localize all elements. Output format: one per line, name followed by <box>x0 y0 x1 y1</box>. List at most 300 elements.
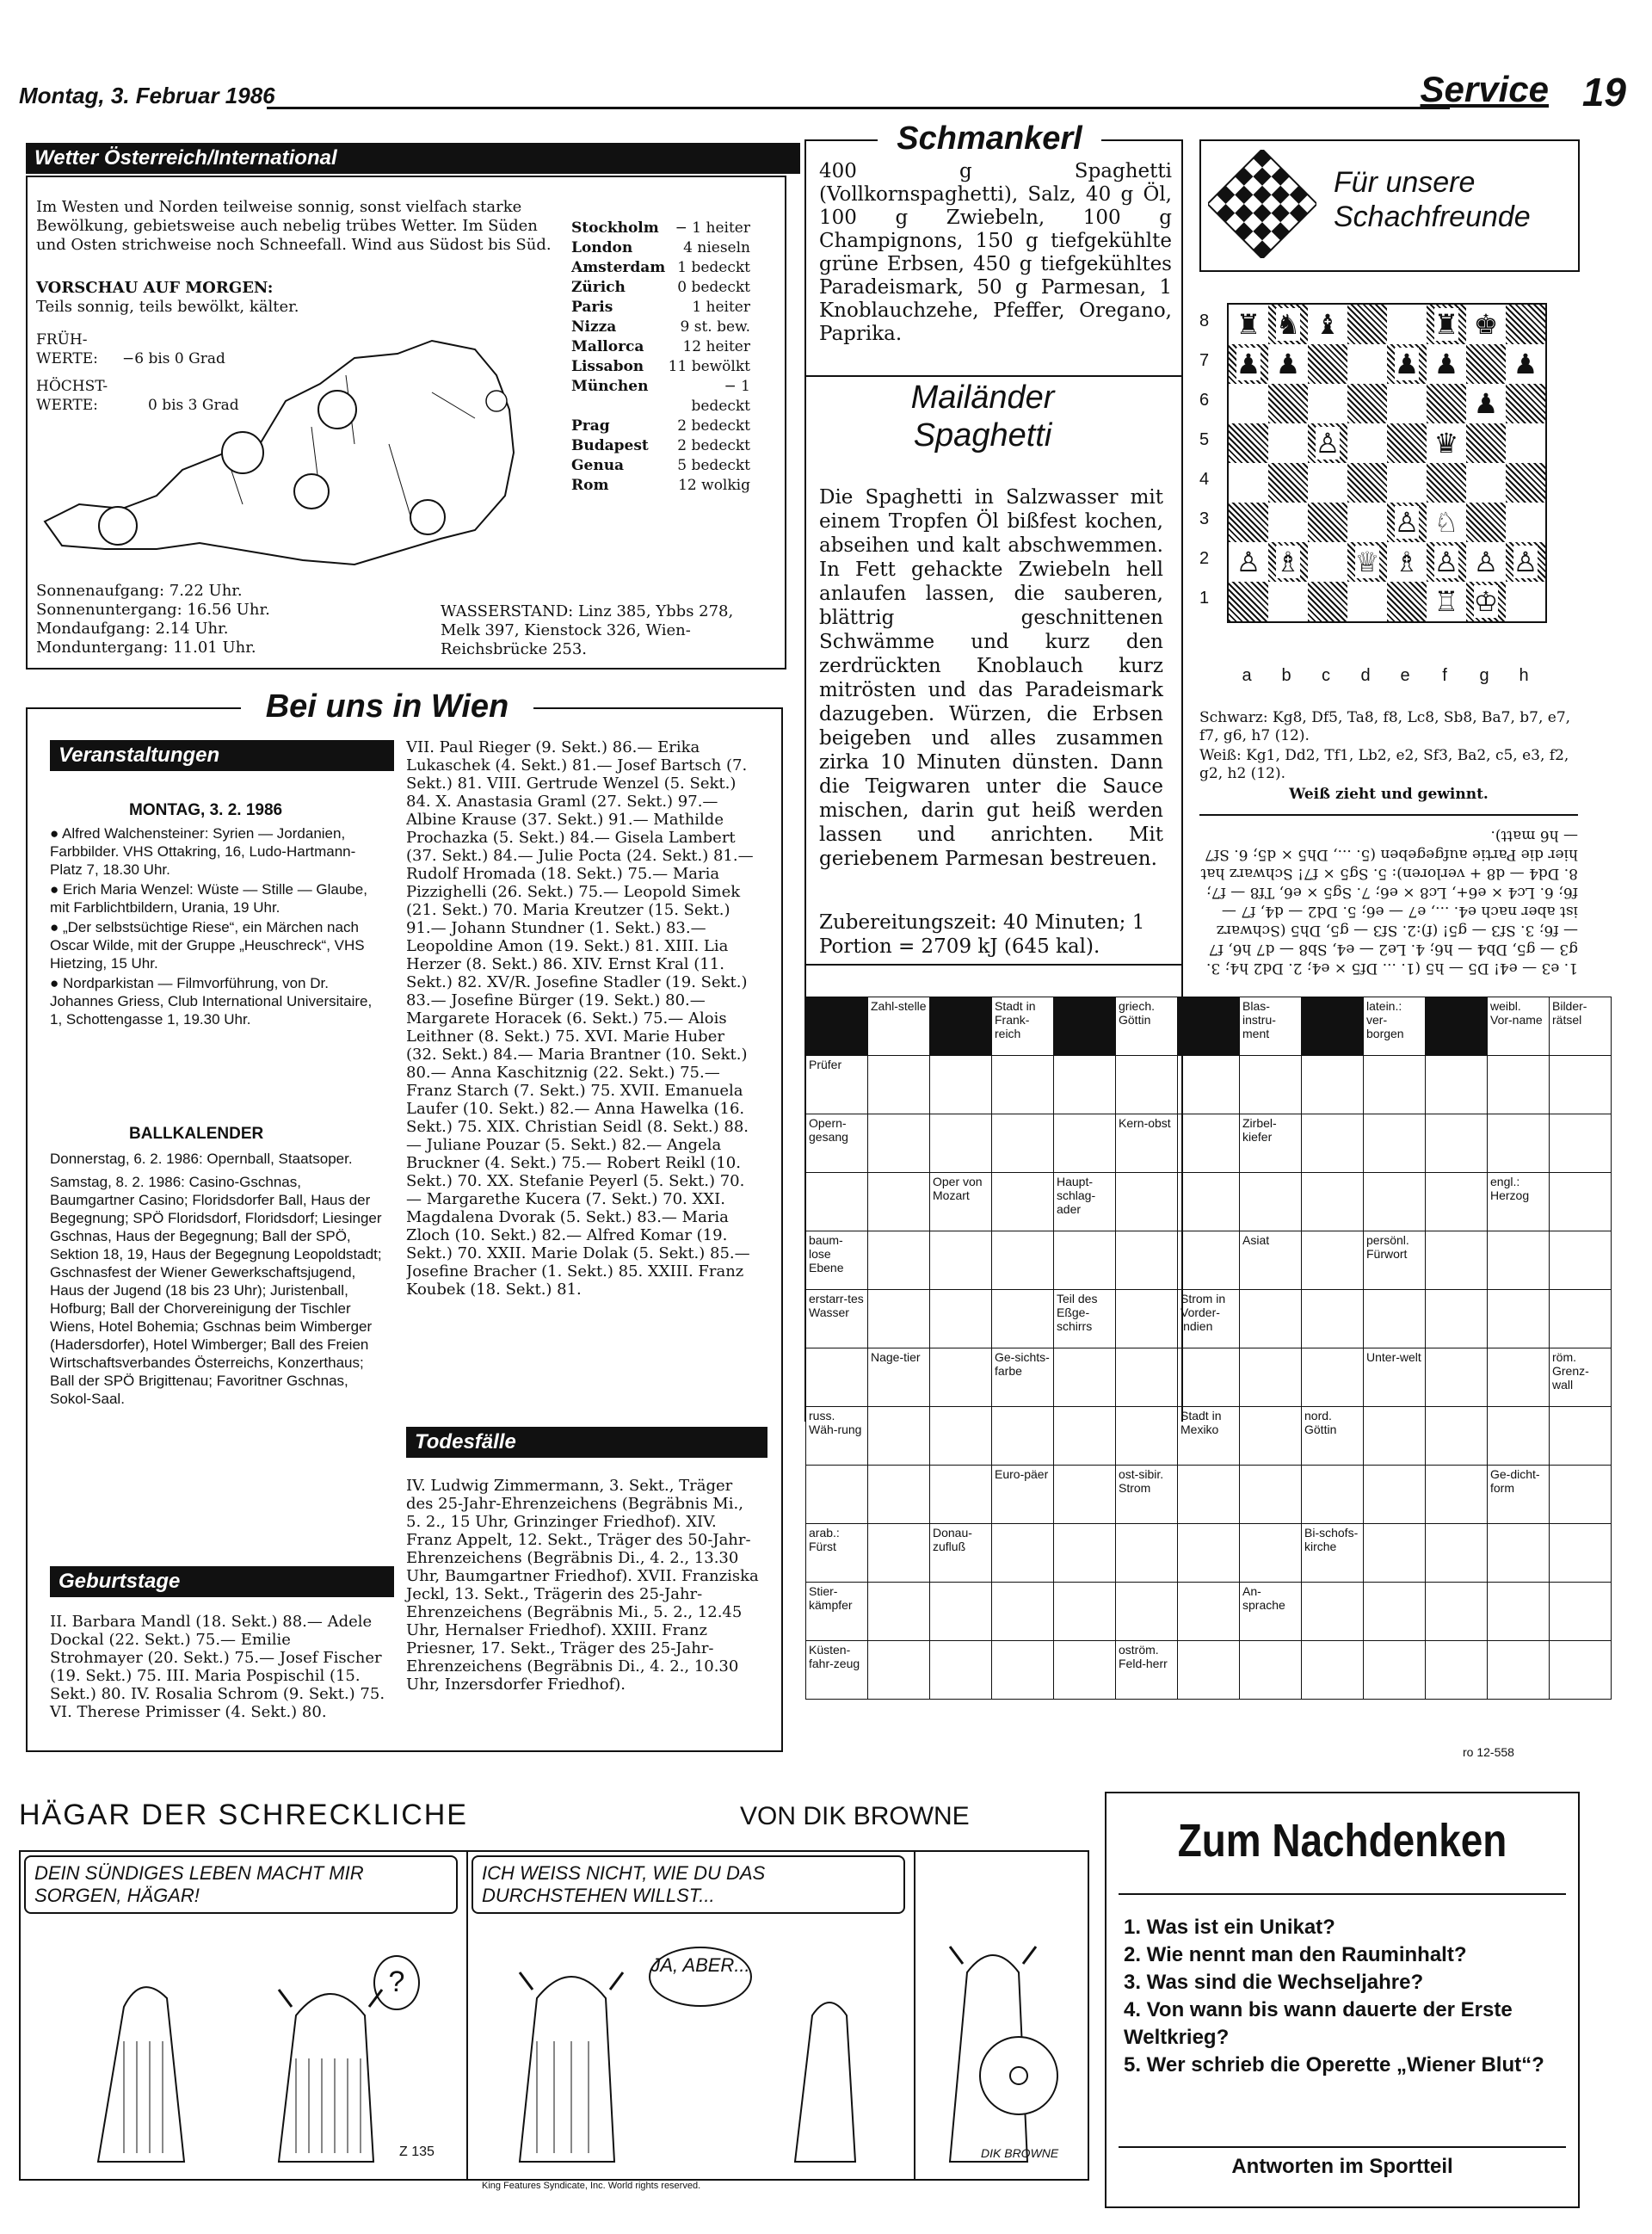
crossword-cell[interactable] <box>930 1407 992 1466</box>
chess-piece-icon: ♙ <box>1433 546 1459 578</box>
chess-square <box>1347 304 1387 344</box>
chess-piece-icon: ♙ <box>1315 427 1341 460</box>
crossword-cell[interactable]: persönl. Fürwort <box>1364 1231 1426 1290</box>
crossword-cell[interactable]: oström. Feld-​herr <box>1116 1641 1178 1700</box>
crossword-cell[interactable] <box>1550 1524 1612 1583</box>
events-date: MONTAG, 3. 2. 1986 <box>129 801 283 819</box>
chess-square <box>1347 344 1387 384</box>
crossword-cell[interactable] <box>1302 1466 1364 1524</box>
crossword-cell[interactable] <box>930 1583 992 1641</box>
crossword-cell[interactable] <box>1116 1583 1178 1641</box>
chess-file-label: h <box>1519 666 1529 685</box>
crossword-cell[interactable] <box>1364 1114 1426 1173</box>
crossword-cell[interactable] <box>1364 1056 1426 1114</box>
crossword-cell[interactable] <box>1364 1524 1426 1583</box>
crossword-cell[interactable]: Zahl-​stelle <box>868 997 930 1056</box>
chess-square <box>1387 423 1427 463</box>
comic-panel-1 <box>19 1850 470 2181</box>
recipe-title-line1: Mailänder <box>910 380 1055 416</box>
monk-and-hagar-drawing <box>72 1938 434 2170</box>
chess-solution: 1. e3 — e4! D5 — h5 (1. ... Df5 × e4; 2. Dd2 h4; 3. g3 — g5, Db4 — h6; 4. Le2 — e4, Sb8 — d7 h6, f7 — f6; 3. Sf3 — g5! (f):2. Sf3 — g5, Dh5 (Schwarz ist aber nach e4. ..., e7 — e6; 5. Dd2 — d4, f7 — f6; 6. Lc4 × e6+, Lc8 × e6; 7. Sg5 × e6, Tf8 — f7; 8. Dd4 — d8 + verloren): 5. Sg5 × f7! Schwarz hat hier die Partie aufgegeben (5. ..., Dh5 × d5; 6. Sf7 — h6 matt). <box>1200 827 1578 977</box>
crossword-cell[interactable] <box>868 1114 930 1173</box>
crossword-cell[interactable] <box>1426 997 1488 1056</box>
crossword-cell[interactable] <box>868 1641 930 1700</box>
crossword-cell[interactable] <box>1054 1407 1116 1466</box>
crossword-cell[interactable]: ost-​sibir. Strom <box>1116 1466 1178 1524</box>
chess-rank-label: 3 <box>1199 509 1210 528</box>
crossword-cell[interactable] <box>1054 1231 1116 1290</box>
comic-question-bubble: ? <box>373 1955 420 2010</box>
chess-ranks <box>1199 301 1209 618</box>
city-value: 1 bedeckt <box>677 259 750 276</box>
crossword-cell[interactable]: Donau-​zufluß <box>930 1524 992 1583</box>
chess-square <box>1466 304 1506 344</box>
crossword-cell[interactable] <box>868 1173 930 1231</box>
crossword-cell[interactable] <box>930 1641 992 1700</box>
chess-piece-icon: ♝ <box>1315 308 1341 341</box>
event-item: ● „Der selbstsüchtige Riese“, ein Märchen nach Oscar Wilde, mit der Gruppe „Heuschreck“, VHS Hietzing, 15 Uhr. <box>50 919 365 972</box>
event-item: ● Nordparkistan — Filmvorführung, von Dr. Johannes Griess, Club International Universitaire, 1, Schottengasse 1, 19.30 Uhr. <box>50 975 373 1028</box>
city-name: Stockholm <box>571 219 659 237</box>
chess-rank-label: 5 <box>1199 430 1210 449</box>
crossword-cell[interactable] <box>806 1173 868 1231</box>
crossword-cell[interactable]: Bi-​schofs-​kirche <box>1302 1524 1364 1583</box>
crossword-cell[interactable] <box>1054 1641 1116 1700</box>
city-row <box>571 377 750 417</box>
weather-icon-north <box>318 391 356 429</box>
chess-square <box>1268 384 1308 423</box>
crossword-cell[interactable] <box>1054 1056 1116 1114</box>
chess-title <box>1334 165 1531 234</box>
crossword-cell[interactable]: Nage-​tier <box>868 1348 930 1407</box>
crossword-cell[interactable]: erstarr-​tes Wasser <box>806 1290 868 1348</box>
weather-icon-west <box>99 507 137 545</box>
chess-square <box>1308 542 1347 582</box>
recipe-title <box>828 379 1137 454</box>
crossword-cell[interactable] <box>1302 1583 1364 1641</box>
crossword-cell[interactable] <box>1550 1583 1612 1641</box>
city-row <box>571 357 750 377</box>
crossword-cell[interactable] <box>806 997 868 1056</box>
chess-header <box>1199 139 1580 272</box>
chess-square <box>1387 384 1427 423</box>
crossword-cell[interactable] <box>930 1114 992 1173</box>
crossword-cell[interactable] <box>1550 1056 1612 1114</box>
crossword-cell[interactable]: Stadt in Mexiko <box>1178 1407 1240 1466</box>
comic-title: HÄGAR DER SCHRECKLICHE <box>19 1799 468 1831</box>
crossword-cell[interactable]: Ge-​sichts-​farbe <box>992 1348 1054 1407</box>
city-value: 12 wolkig <box>678 477 750 494</box>
crossword-cell[interactable] <box>1054 1466 1116 1524</box>
ball-item: Donnerstag, 6. 2. 1986: Opernball, Staatsoper. <box>50 1151 353 1167</box>
chess-square <box>1268 304 1308 344</box>
chess-square <box>1308 463 1347 503</box>
crossword-cell[interactable]: Unter-​welt <box>1364 1348 1426 1407</box>
high-label: HÖCHST-WERTE: <box>36 378 108 414</box>
crossword-cell[interactable] <box>1364 1173 1426 1231</box>
crossword-cell[interactable] <box>1178 1114 1240 1173</box>
crossword-cell[interactable] <box>992 1056 1054 1114</box>
crossword-cell[interactable]: Stadt in Frank-​reich <box>992 997 1054 1056</box>
crossword-cell[interactable] <box>1550 1466 1612 1524</box>
crossword-cell[interactable] <box>930 1231 992 1290</box>
crossword-cell[interactable] <box>1488 1524 1550 1583</box>
crossword-cell[interactable] <box>1550 1114 1612 1173</box>
crossword-cell[interactable]: Ge-​dicht-​form <box>1488 1466 1550 1524</box>
chess-square <box>1347 423 1387 463</box>
chess-piece-icon: ♙ <box>1236 546 1261 578</box>
crossword-cell[interactable] <box>1426 1290 1488 1348</box>
deaths-list: IV. Ludwig Zimmermann, 3. Sekt., Träger des 25-Jahr-Ehrenzeichens (Begräbnis Mi., 5. 2., 15 Uhr, Grinzinger Friedhof). XIV. Franz Appelt, 12. Sekt., Träger des 50-Jahr-Ehrenzeichens (Begräbnis Di., 4. 2., 13.30 Uhr, Baumgartner Friedhof). XVII. Franziska Jeckl, 13. Sekt., Trägerin des 25-Jahr-Ehrenzeichens (Begräbnis Mi., 5. 2., 12.45 Uhr, Hernalser Friedhof). XXIII. Franz Priesner, 17. Sekt., Träger des 25-Jahr-Ehrenzeichens (Begräbnis Di., 4. 2., 10.30 Uhr, Inzersdorfer Friedhof). <box>406 1477 759 1694</box>
page-number: 19 <box>1581 70 1626 114</box>
crossword-cell[interactable] <box>1240 1641 1302 1700</box>
crossword-cell[interactable] <box>1116 1348 1178 1407</box>
crossword-cell[interactable] <box>1302 1641 1364 1700</box>
chess-square <box>1268 463 1308 503</box>
crossword-cell[interactable] <box>1364 1583 1426 1641</box>
crossword-cell[interactable] <box>1488 1583 1550 1641</box>
crossword-cell[interactable] <box>1116 1173 1178 1231</box>
crossword-cell[interactable]: Zirbel-​kiefer <box>1240 1114 1302 1173</box>
chess-square <box>1506 503 1546 542</box>
recipe-banner: Schmankerl <box>878 120 1101 157</box>
chess-square <box>1427 423 1466 463</box>
crossword-cell[interactable] <box>1054 997 1116 1056</box>
high-value: 0 bis 3 Grad <box>148 397 239 414</box>
crossword-cell[interactable] <box>1302 1056 1364 1114</box>
chess-rank-label: 8 <box>1199 312 1210 330</box>
quiz-title: Zum Nachdenken <box>1177 1815 1507 1867</box>
crossword-cell[interactable] <box>992 1583 1054 1641</box>
crossword-cell[interactable] <box>1302 997 1364 1056</box>
crossword-cell[interactable] <box>992 1407 1054 1466</box>
chess-square <box>1506 542 1546 582</box>
hagar-shield-drawing <box>924 1904 1079 2170</box>
crossword-cell[interactable] <box>868 1524 930 1583</box>
anniversaries-list: VII. Paul Rieger (9. Sekt.) 86.— Erika Lukaschek (4. Sekt.) 81.— Josef Bartsch (7. Sekt.) 81. VIII. Gertrude Wenzel (5. Sekt.) 84. X. Anastasia Graml (27. Sekt.) 97.— Albine Krause (37. Sekt.) 91.— Mathilde Prochazka (5. Sekt.) 84.— Gisela Lambert (37. Sekt.) 84.— Julie Pocta (24. Sekt.) 81.— Rudolf Hromada (18. Sekt.) 75.— Maria Pizzighelli (26. Sekt.) 75.— Leopold Simek (21. Sekt.) 70. Maria Kreutzer (15. Sekt.) 91.— Johann Stundner (1. Sekt.) 83.— Leopoldine Amon (19. Sekt.) 81. XIII. Lia Herzer (8. Sekt.) 86. XIV. Ernst Kral (11. Sekt.) 82. XV/R. Josefine Stadler (19. Sekt.) 83.— Josefine Bürger (19. Sekt.) 80.— Margarete Horacek (6. Sekt.) 75.— Alois Leithner (8. Sekt.) 75. XVI. Marie Huber (32. Sekt.) 84.— Maria Brantner (10. Sekt.) 80.— Anna Kaschitznig (22. Sekt.) 75.— Franz Starch (7. Sekt.) 75. XVII. Emanuela Laufer (10. Sekt.) 82.— Anna Hawelka (16. Sekt.) 75. XIX. Christian Seidl (8. Sekt.) 88.— Juliane Pouzar (5. Sekt.) 82.— Angela Bruckner (4. Sekt.) 75.— Robert Reikl (10. Sekt.) 70. XX. Stefanie Peyerl (5. Sekt.) 70.— Margarethe Kucera (7. Sekt.) 70. XXI. Magdalena Dvorak (5. Sekt.) 83.— Maria Zloch (10. Sekt.) 82.— Alfred Komar (19. Sekt.) 70. XXII. Marie Dolak (5. Sekt.) 85.— Josefine Bracher (1. Sekt.) 85. XXIII. Franz Koubek (18. Sekt.) 81. <box>406 738 754 1299</box>
chess-square <box>1506 304 1546 344</box>
sun-icon <box>222 432 263 473</box>
crossword-cell[interactable] <box>1054 1114 1116 1173</box>
chess-square <box>1466 344 1506 384</box>
chess-file-label: d <box>1360 666 1371 685</box>
crossword-cell[interactable] <box>1426 1583 1488 1641</box>
city-name: Lissabon <box>571 358 644 375</box>
crossword-cell[interactable] <box>1116 1407 1178 1466</box>
city-value: 2 bedeckt <box>677 437 750 454</box>
crossword-cell[interactable]: Prüfer <box>806 1056 868 1114</box>
crossword-row <box>806 1114 1612 1173</box>
recipe-ingredients: 400 g Spaghetti (Vollkornspaghetti), Salz, 40 g Öl, 100 g Zwiebeln, 100 g Champignons, 150 g tiefgekühlte grüne Erbsen, 450 g tiefgekühltes Paradeismark, 50 g Parmesan, 1 Knoblauchzehe, Pfeffer, Oregano, Paprika. <box>819 160 1172 345</box>
crossword-cell[interactable]: latein.: ver-​borgen <box>1364 997 1426 1056</box>
crossword-cell[interactable] <box>1426 1407 1488 1466</box>
crossword-cell[interactable] <box>1240 1466 1302 1524</box>
chess-square <box>1268 423 1308 463</box>
crossword-cell[interactable]: Küsten-​fahr-​zeug <box>806 1641 868 1700</box>
crossword-cell[interactable]: röm. Grenz-​wall <box>1550 1348 1612 1407</box>
chess-rank-label: 6 <box>1199 391 1210 410</box>
chess-piece-icon: ♔ <box>1473 585 1499 618</box>
chess-square <box>1228 423 1268 463</box>
crossword-cell[interactable] <box>1426 1231 1488 1290</box>
crossword-cell[interactable] <box>1426 1466 1488 1524</box>
chess-piece-icon: ♟ <box>1275 348 1301 380</box>
crossword-cell[interactable] <box>1302 1348 1364 1407</box>
crossword-cell[interactable] <box>1116 1524 1178 1583</box>
crossword-cell[interactable] <box>1488 1056 1550 1114</box>
crossword-cell[interactable] <box>992 1231 1054 1290</box>
crossword-row <box>806 1466 1612 1524</box>
chess-square <box>1506 582 1546 622</box>
chess-square <box>1387 542 1427 582</box>
crossword-cell[interactable] <box>868 1056 930 1114</box>
chess-file-label: a <box>1242 666 1252 685</box>
crossword-cell[interactable]: Oper von Mozart <box>930 1173 992 1231</box>
crossword-cell[interactable] <box>868 1407 930 1466</box>
crossword-cell[interactable]: Stier-​kämpfer <box>806 1583 868 1641</box>
crossword-cell[interactable]: weibl. Vor-​name <box>1488 997 1550 1056</box>
crossword-cell[interactable] <box>1178 1231 1240 1290</box>
crossword-cell[interactable] <box>992 1524 1054 1583</box>
city-name: Nizza <box>571 318 617 336</box>
chess-square <box>1427 582 1466 622</box>
chess-square <box>1506 344 1546 384</box>
crossword-cell[interactable] <box>1364 1290 1426 1348</box>
crossword-cell[interactable] <box>868 1231 930 1290</box>
chess-file-label: g <box>1479 666 1489 685</box>
city-value: 1 heiter <box>692 299 750 316</box>
chess-square <box>1228 463 1268 503</box>
chess-task: Weiß zieht und gewinnt. <box>1289 786 1489 803</box>
crossword-cell[interactable] <box>1550 1641 1612 1700</box>
crossword-cell[interactable] <box>930 1056 992 1114</box>
crossword-cell[interactable] <box>1302 1173 1364 1231</box>
chess-piece-icon: ♟ <box>1394 348 1420 380</box>
crossword-cell[interactable]: Blas-​instru-​ment <box>1240 997 1302 1056</box>
crossword-cell[interactable]: Strom in Vorder-​indien <box>1178 1290 1240 1348</box>
recipe-body: Die Spaghetti in Salzwasser mit einem Tropfen Öl bißfest kochen, abseihen und kalt abschwemmen. In Fett gehackte Zwiebeln hell anlaufen lassen, die sauberen, blättrig geschnittenen Schwämme und kurz den zerdrückten Knoblauch kurz mitrösten und das Paradeismark dazugeben. Würzen, die Erbsen beigeben und alles zusammen zirka 10 Minuten dünsten. Dann die Teigwaren unter die Sauce mischen, darin gut heiß werden lassen und anrichten. Mit geriebenem Parmesan bestreuen. <box>819 486 1163 870</box>
chess-square <box>1347 384 1387 423</box>
crossword-cell[interactable] <box>868 1466 930 1524</box>
chess-piece-icon: ♜ <box>1433 308 1459 341</box>
water-level: WASSERSTAND: Linz 385, Ybbs 278, Melk 397, Kienstock 326, Wien-Reichsbrücke 253. <box>441 602 734 658</box>
chess-rank-label: 7 <box>1199 351 1210 370</box>
city-name: München <box>571 378 649 395</box>
city-name: Genua <box>571 457 625 474</box>
weather-box <box>26 176 786 670</box>
chess-square <box>1427 463 1466 503</box>
chess-square <box>1466 384 1506 423</box>
crossword-cell[interactable] <box>1240 1407 1302 1466</box>
crossword-cell[interactable] <box>1302 1114 1364 1173</box>
chess-files <box>1227 666 1547 686</box>
crossword-cell[interactable] <box>1426 1056 1488 1114</box>
crossword-cell[interactable] <box>930 1290 992 1348</box>
crossword-cell[interactable] <box>1550 1290 1612 1348</box>
cloud-icon <box>294 474 329 509</box>
crossword-cell[interactable]: Kern-​obst <box>1116 1114 1178 1173</box>
crossword-cell[interactable]: Opern-​gesang <box>806 1114 868 1173</box>
chess-square <box>1466 423 1506 463</box>
crossword-row <box>806 1641 1612 1700</box>
crossword-cell[interactable] <box>1116 1290 1178 1348</box>
crossword-cell[interactable] <box>992 1173 1054 1231</box>
crossword-cell[interactable] <box>1488 1407 1550 1466</box>
chess-square <box>1506 384 1546 423</box>
crossword-cell[interactable]: An-​sprache <box>1240 1583 1302 1641</box>
crossword-cell[interactable] <box>1488 1231 1550 1290</box>
crossword-cell[interactable] <box>1364 1466 1426 1524</box>
sun-time: Sonnenuntergang: 16.56 Uhr. <box>36 601 270 619</box>
comic-copyright: King Features Syndicate, Inc. World rights reserved. <box>482 2181 701 2191</box>
recipe-time: Zubereitungszeit: 40 Minuten; 1 Portion = 2709 kJ (645 kal). <box>819 911 1145 958</box>
ball-list <box>50 1150 385 1413</box>
crossword-cell[interactable]: baum-​lose Ebene <box>806 1231 868 1290</box>
crossword-cell[interactable]: Euro-​päer <box>992 1466 1054 1524</box>
crossword-cell[interactable]: Asiat <box>1240 1231 1302 1290</box>
crossword-cell[interactable] <box>1178 1173 1240 1231</box>
city-value: − 1 bedeckt <box>691 378 750 415</box>
deaths-title: Todesfälle <box>406 1427 767 1458</box>
crossword-cell[interactable] <box>1178 997 1240 1056</box>
crossword-cell[interactable] <box>1178 1524 1240 1583</box>
chess-square <box>1347 542 1387 582</box>
crossword-cell[interactable] <box>1426 1348 1488 1407</box>
crossword-cell[interactable] <box>1426 1524 1488 1583</box>
crossword-cell[interactable] <box>1488 1290 1550 1348</box>
chess-piece-icon: ♗ <box>1275 546 1301 578</box>
crossword-cell[interactable] <box>992 1641 1054 1700</box>
crossword-cell[interactable] <box>1550 1407 1612 1466</box>
city-value: 5 bedeckt <box>677 457 750 474</box>
crossword-cell[interactable] <box>1550 1173 1612 1231</box>
crossword-cell[interactable]: Haupt-​schlag-​ader <box>1054 1173 1116 1231</box>
crossword-cell[interactable] <box>1240 1173 1302 1231</box>
crossword-cell[interactable] <box>1426 1114 1488 1173</box>
chess-square <box>1308 503 1347 542</box>
crossword-cell[interactable] <box>1426 1641 1488 1700</box>
crossword-cell[interactable]: griech. Göttin <box>1116 997 1178 1056</box>
crossword-cell[interactable] <box>1302 1290 1364 1348</box>
comic-panel-2 <box>466 1850 917 2181</box>
crossword-cell[interactable] <box>1488 1641 1550 1700</box>
crossword-cell[interactable] <box>992 1114 1054 1173</box>
city-name: London <box>571 239 633 256</box>
city-row <box>571 219 750 238</box>
crossword-cell[interactable] <box>1240 1524 1302 1583</box>
crossword-cell[interactable]: engl.: Herzog <box>1488 1173 1550 1231</box>
chess-square <box>1308 304 1347 344</box>
crossword-cell[interactable] <box>1240 1290 1302 1348</box>
comic-bubble-1: DEIN SÜNDIGES LEBEN MACHT MIR SORGEN, HÄGAR! <box>24 1855 458 1914</box>
crossword-cell[interactable] <box>868 1583 930 1641</box>
city-name: Mallorca <box>571 338 644 355</box>
crossword-cell[interactable] <box>806 1348 868 1407</box>
crossword-cell[interactable] <box>1116 1231 1178 1290</box>
crossword-cell[interactable] <box>930 997 992 1056</box>
chess-square <box>1427 344 1466 384</box>
chess-piece-icon: ♛ <box>1433 427 1459 460</box>
chess-rank-label: 2 <box>1199 549 1210 568</box>
crossword-row <box>806 1407 1612 1466</box>
crossword-cell[interactable] <box>806 1466 868 1524</box>
chess-square <box>1268 503 1308 542</box>
city-row <box>571 278 750 298</box>
crossword-cell[interactable] <box>1178 1348 1240 1407</box>
chess-square <box>1308 582 1347 622</box>
crossword-cell[interactable] <box>1178 1583 1240 1641</box>
wien-bottom-rule <box>26 1750 783 1752</box>
chess-square <box>1308 344 1347 384</box>
city-value: 4 nieseln <box>683 239 750 256</box>
chess-square <box>1427 384 1466 423</box>
crossword-cell[interactable]: russ. Wäh-​rung <box>806 1407 868 1466</box>
crossword-cell[interactable]: nord. Göttin <box>1302 1407 1364 1466</box>
city-value: 0 bedeckt <box>677 279 750 296</box>
city-value: 11 bewölkt <box>668 358 750 375</box>
crossword-cell[interactable] <box>930 1348 992 1407</box>
crossword-cell[interactable] <box>1426 1173 1488 1231</box>
chess-rank-label: 4 <box>1199 470 1210 489</box>
crossword-cell[interactable] <box>992 1290 1054 1348</box>
chess-square <box>1387 503 1427 542</box>
chess-square <box>1466 463 1506 503</box>
chess-square <box>1228 344 1268 384</box>
crossword-cell[interactable]: arab.: Fürst <box>806 1524 868 1583</box>
crossword-cell[interactable] <box>1302 1231 1364 1290</box>
city-name: Prag <box>571 417 610 435</box>
crossword-cell[interactable] <box>1488 1114 1550 1173</box>
chess-square <box>1466 582 1506 622</box>
recipe-title-line2: Spaghetti <box>913 417 1052 454</box>
crossword-cell[interactable] <box>1116 1056 1178 1114</box>
hagar-drawing <box>485 1929 881 2170</box>
snow-icon <box>410 500 445 534</box>
chess-piece-icon: ♟ <box>1433 348 1459 380</box>
crossword-cell[interactable] <box>1178 1056 1240 1114</box>
crossword-cell[interactable] <box>1054 1524 1116 1583</box>
city-name: Paris <box>571 299 613 316</box>
chess-square <box>1308 384 1347 423</box>
crossword-cell[interactable]: Bilder-​rätsel <box>1550 997 1612 1056</box>
quiz-question: 2. Wie nennt man den Rauminhalt? <box>1124 1943 1467 1966</box>
comic-number: Z 135 <box>399 2145 435 2159</box>
crossword-cell[interactable] <box>1364 1641 1426 1700</box>
crossword-cell[interactable]: Teil des Eßge-​schirrs <box>1054 1290 1116 1348</box>
crossword-cell[interactable] <box>1550 1231 1612 1290</box>
crossword-cell[interactable] <box>868 1290 930 1348</box>
crossword-cell[interactable] <box>1488 1348 1550 1407</box>
quiz-question: 4. Von wann bis wann dauerte der Erste Weltkrieg? <box>1124 1998 1513 2049</box>
chess-square <box>1387 582 1427 622</box>
crossword-cell[interactable] <box>1054 1348 1116 1407</box>
quiz-box <box>1105 1792 1580 2208</box>
crossword-cell[interactable] <box>1178 1466 1240 1524</box>
crossword-cell[interactable] <box>1364 1407 1426 1466</box>
crossword-cell[interactable] <box>1240 1056 1302 1114</box>
crossword-cell[interactable] <box>930 1466 992 1524</box>
crossword-row <box>806 1231 1612 1290</box>
crossword-cell[interactable] <box>1054 1583 1116 1641</box>
city-row <box>571 238 750 258</box>
crossword-row <box>806 997 1612 1056</box>
events-title: Veranstaltungen <box>50 740 394 771</box>
crossword-cell[interactable] <box>1240 1348 1302 1407</box>
chessboard-icon <box>1208 150 1316 258</box>
chess-piece-icon: ♟ <box>1236 348 1261 380</box>
crossword-cell[interactable] <box>1178 1641 1240 1700</box>
chess-square <box>1387 344 1427 384</box>
